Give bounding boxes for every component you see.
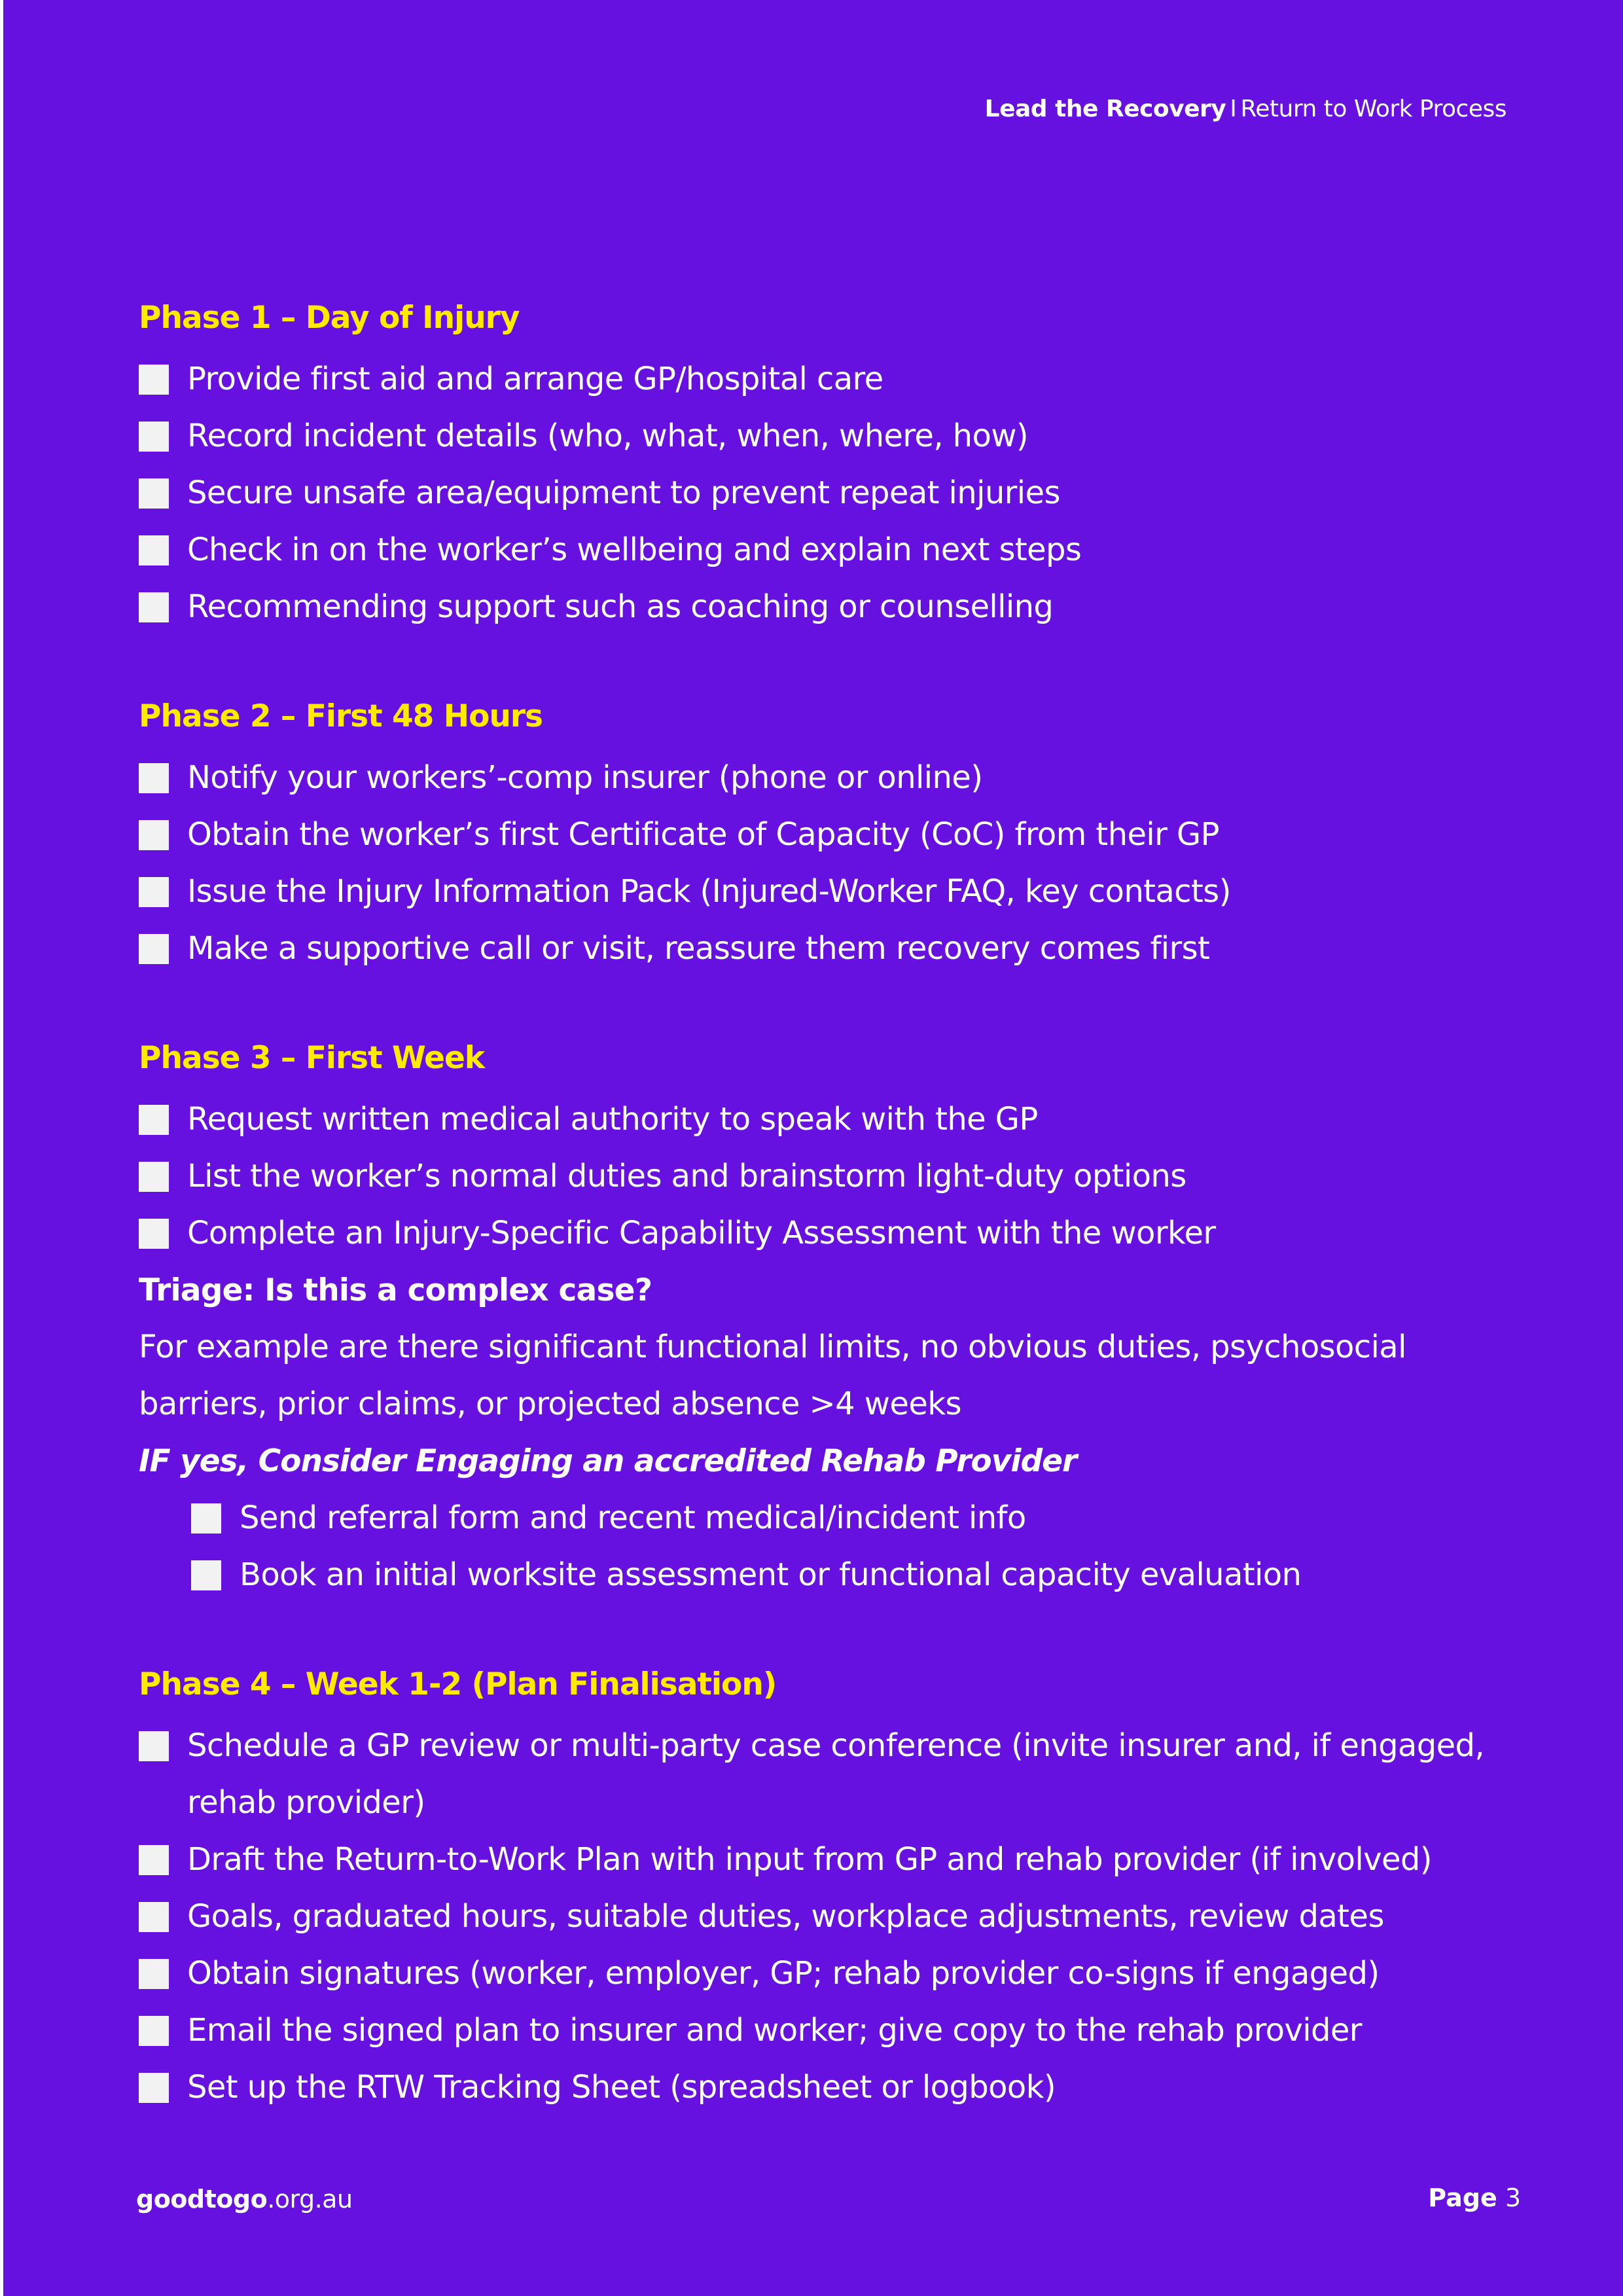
checkbox[interactable] <box>139 763 169 793</box>
header-separator: I <box>1230 96 1237 122</box>
checklist-item[interactable] <box>139 1717 1526 1831</box>
checklist-item-label: Obtain the worker’s first Certificate of Capacity (CoC) from their GP <box>187 816 1219 853</box>
checklist-item-label: Set up the RTW Tracking Sheet (spreadsheet or logbook) <box>187 2069 1056 2106</box>
checkbox[interactable] <box>139 592 169 622</box>
checklist-item-label: Book an initial worksite assessment or functional capacity evaluation <box>240 1556 1302 1593</box>
checkbox[interactable] <box>139 1219 169 1249</box>
checkbox[interactable] <box>139 365 169 395</box>
checklist-item-label: Request written medical authority to speak with the GP <box>187 1101 1038 1138</box>
checklist-item-label: Send referral form and recent medical/incident info <box>240 1499 1026 1536</box>
triage-description: For example are there significant functional limits, no obvious duties, psychosocial barriers, prior claims, or projected absence >4 weeks <box>139 1329 1406 1422</box>
checklist-item[interactable] <box>139 2002 1526 2059</box>
header-subtitle: Return to Work Process <box>1240 96 1507 122</box>
section-spacer <box>139 636 1526 692</box>
checkbox[interactable] <box>139 1731 169 1761</box>
checkbox[interactable] <box>139 1902 169 1932</box>
checklist-item-label: Notify your workers’-comp insurer (phone or online) <box>187 759 983 796</box>
checkbox[interactable] <box>139 934 169 964</box>
checklist-item-label: Email the signed plan to insurer and worker; give copy to the rehab provider <box>187 2012 1362 2049</box>
checklist-item[interactable] <box>139 1945 1526 2002</box>
phase-3-title: Phase 3 – First Week <box>139 1040 485 1076</box>
checklist-item-label: Recommending support such as coaching or counselling <box>187 588 1054 625</box>
checklist-item[interactable] <box>139 408 1526 465</box>
checkbox[interactable] <box>139 1105 169 1135</box>
checkbox[interactable] <box>139 1845 169 1875</box>
checklist-item[interactable] <box>139 920 1526 977</box>
checklist-item-label: Complete an Injury-Specific Capability Assessment with the worker <box>187 1215 1216 1251</box>
checkbox[interactable] <box>191 1503 221 1534</box>
checklist-item-label: Make a supportive call or visit, reassure them recovery comes first <box>187 930 1210 967</box>
checklist-item[interactable] <box>139 863 1526 920</box>
checklist-item[interactable] <box>139 1205 1526 1262</box>
checklist-item-label: Schedule a GP review or multi-party case conference (invite insurer and, if engaged, rehab provider) <box>187 1727 1485 1821</box>
checklist-item[interactable] <box>139 2059 1526 2116</box>
phase-4-title: Phase 4 – Week 1-2 (Plan Finalisation) <box>139 1666 777 1702</box>
checklist-item-label: Obtain signatures (worker, employer, GP; rehab provider co-signs if engaged) <box>187 1955 1380 1992</box>
checklist-item[interactable] <box>139 465 1526 522</box>
section-spacer <box>139 1604 1526 1660</box>
checklist-subitem[interactable] <box>139 1490 1526 1547</box>
section-spacer <box>139 977 1526 1033</box>
phase-2-title: Phase 2 – First 48 Hours <box>139 698 543 734</box>
checklist-item-label: Goals, graduated hours, suitable duties, workplace adjustments, review dates <box>187 1898 1384 1935</box>
checklist-item-label: Record incident details (who, what, when, where, how) <box>187 418 1029 454</box>
phase-1-title: Phase 1 – Day of Injury <box>139 300 520 336</box>
checklist-item[interactable] <box>139 579 1526 636</box>
rehab-provider-heading: IF yes, Consider Engaging an accredited Rehab Provider <box>139 1443 1077 1479</box>
checklist-content <box>139 293 1526 2116</box>
checkbox[interactable] <box>139 535 169 565</box>
checkbox[interactable] <box>139 1162 169 1192</box>
checklist-item-label: Secure unsafe area/equipment to prevent repeat injuries <box>187 475 1060 511</box>
checklist-item[interactable] <box>139 749 1526 806</box>
page-edge <box>0 0 3 2296</box>
checklist-item[interactable] <box>139 351 1526 408</box>
checklist-item[interactable] <box>139 806 1526 863</box>
footer-site-tld: .org.au <box>267 2185 353 2214</box>
checklist-item[interactable] <box>139 1888 1526 1945</box>
checklist-item[interactable] <box>139 1148 1526 1205</box>
footer-page-number <box>1428 2183 1521 2212</box>
triage-heading: Triage: Is this a complex case? <box>139 1272 652 1308</box>
checklist-item-label: Provide first aid and arrange GP/hospital care <box>187 361 883 397</box>
page-number: 3 <box>1505 2183 1521 2212</box>
footer-site-name: goodtogo <box>136 2185 268 2214</box>
header-brand: Lead the Recovery <box>984 96 1226 122</box>
checkbox[interactable] <box>191 1560 221 1590</box>
checkbox[interactable] <box>139 2016 169 2046</box>
checklist-item[interactable] <box>139 1831 1526 1888</box>
checklist-item-label: List the worker’s normal duties and brainstorm light-duty options <box>187 1158 1186 1194</box>
footer-website[interactable] <box>136 2185 353 2214</box>
checkbox[interactable] <box>139 1959 169 1989</box>
checkbox[interactable] <box>139 820 169 850</box>
checklist-item[interactable] <box>139 1091 1526 1148</box>
checklist-item-label: Draft the Return-to-Work Plan with input from GP and rehab provider (if involved) <box>187 1841 1432 1878</box>
checkbox[interactable] <box>139 422 169 452</box>
checkbox[interactable] <box>139 2073 169 2103</box>
checklist-item[interactable] <box>139 522 1526 579</box>
checklist-item-label: Check in on the worker’s wellbeing and explain next steps <box>187 531 1082 568</box>
checklist-subitem[interactable] <box>139 1547 1526 1604</box>
checkbox[interactable] <box>139 877 169 907</box>
page-label: Page <box>1428 2183 1497 2212</box>
page-header <box>985 96 1507 122</box>
checklist-item-label: Issue the Injury Information Pack (Injured-Worker FAQ, key contacts) <box>187 873 1231 910</box>
checkbox[interactable] <box>139 478 169 509</box>
